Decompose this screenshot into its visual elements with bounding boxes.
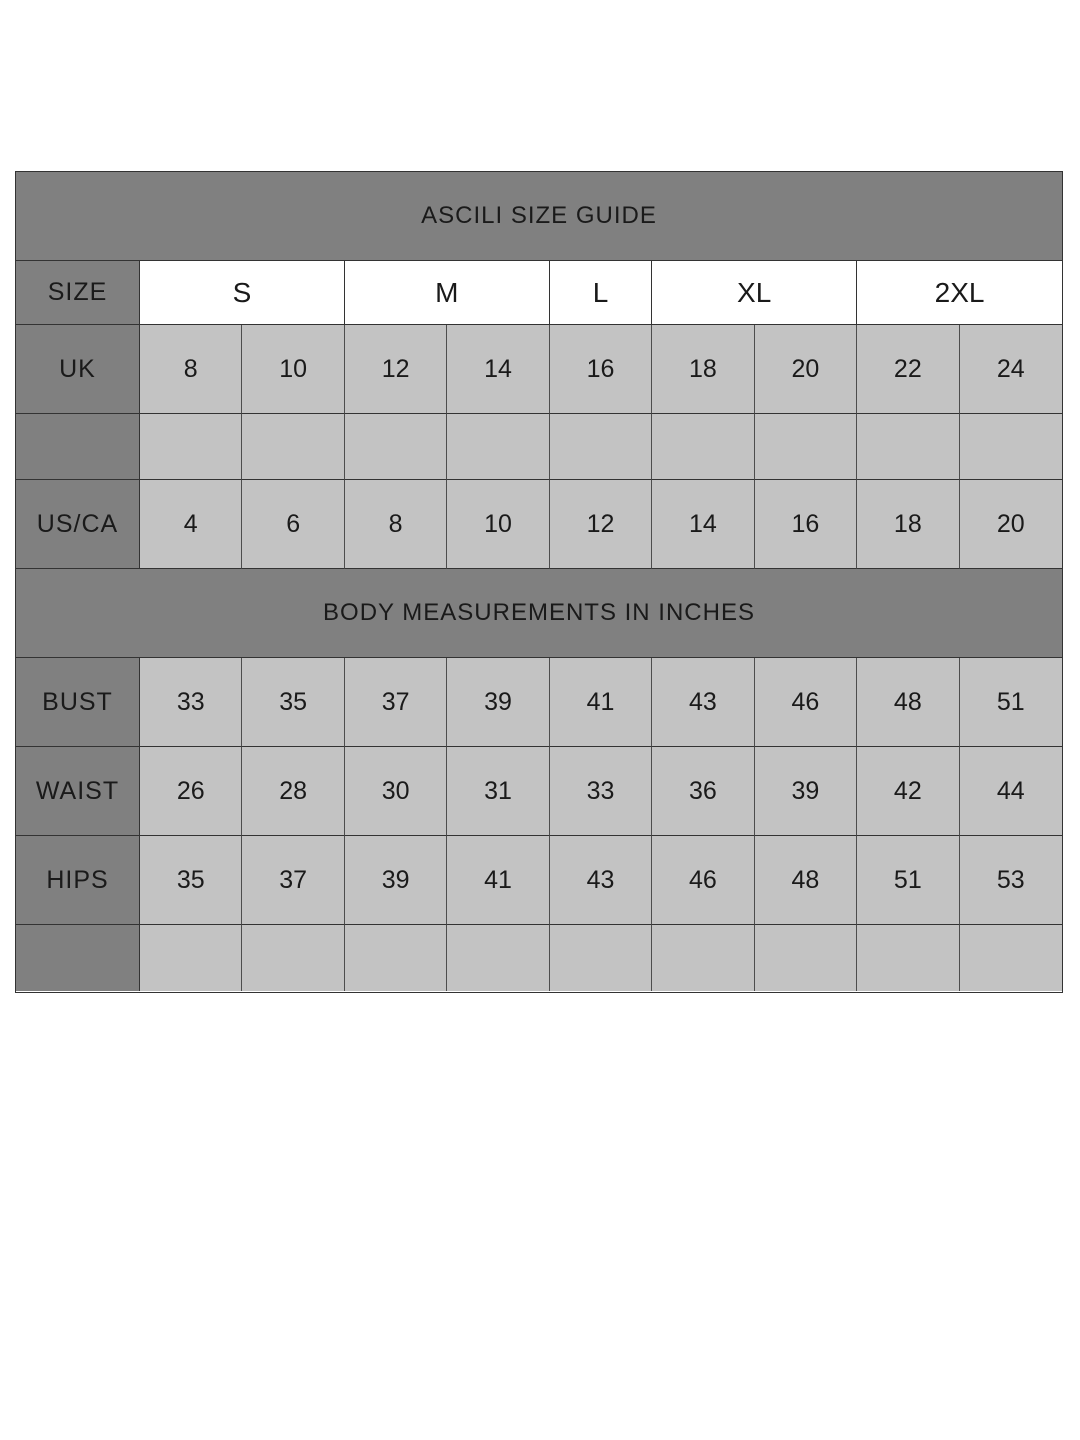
table-cell: 39	[345, 836, 447, 925]
table-cell: 51	[857, 836, 959, 925]
table-cell	[755, 925, 857, 991]
table-cell	[652, 925, 754, 991]
table-cell: 28	[242, 747, 344, 836]
table-cell: 24	[960, 325, 1062, 414]
size-row-label: SIZE	[16, 261, 140, 325]
table-cell: 4	[140, 480, 242, 569]
row-label-blank	[16, 414, 140, 480]
table-cell	[857, 414, 959, 480]
row-label-waist: WAIST	[16, 747, 140, 836]
size-guide-table	[15, 171, 1063, 993]
table-cell	[447, 414, 549, 480]
table-cell: 30	[345, 747, 447, 836]
table-cell: 39	[447, 658, 549, 747]
table-cell	[960, 925, 1062, 991]
row-label-us-ca: US/CA	[16, 480, 140, 569]
table-cell	[755, 414, 857, 480]
table-cell: 51	[960, 658, 1062, 747]
table-cell: 26	[140, 747, 242, 836]
size-header-xl: XL	[652, 261, 857, 325]
table-cell: 46	[652, 836, 754, 925]
table-cell: 39	[755, 747, 857, 836]
table-cell: 8	[345, 480, 447, 569]
size-header-s: S	[140, 261, 345, 325]
table-cell: 36	[652, 747, 754, 836]
table-cell: 10	[447, 480, 549, 569]
table-cell: 18	[652, 325, 754, 414]
table-cell: 37	[242, 836, 344, 925]
table-cell: 6	[242, 480, 344, 569]
size-header-m: M	[345, 261, 550, 325]
table-cell	[550, 925, 652, 991]
table-cell	[857, 925, 959, 991]
table-cell: 31	[447, 747, 549, 836]
table-cell: 35	[242, 658, 344, 747]
table-cell	[140, 414, 242, 480]
measurements-title: BODY MEASUREMENTS IN INCHES	[16, 569, 1062, 658]
table-cell: 12	[550, 480, 652, 569]
table-cell: 20	[755, 325, 857, 414]
table-cell	[345, 414, 447, 480]
table-cell: 44	[960, 747, 1062, 836]
row-label-hips: HIPS	[16, 836, 140, 925]
table-cell	[447, 925, 549, 991]
table-cell	[140, 925, 242, 991]
table-cell: 37	[345, 658, 447, 747]
table-cell: 53	[960, 836, 1062, 925]
table-cell: 10	[242, 325, 344, 414]
table-cell: 46	[755, 658, 857, 747]
table-cell: 8	[140, 325, 242, 414]
table-cell: 33	[140, 658, 242, 747]
table-cell	[550, 414, 652, 480]
table-cell	[960, 414, 1062, 480]
table-cell: 16	[550, 325, 652, 414]
table-cell: 43	[652, 658, 754, 747]
table-cell: 12	[345, 325, 447, 414]
table-cell: 22	[857, 325, 959, 414]
table-cell: 20	[960, 480, 1062, 569]
row-label-bust: BUST	[16, 658, 140, 747]
table-cell: 43	[550, 836, 652, 925]
table-cell	[652, 414, 754, 480]
table-cell: 41	[447, 836, 549, 925]
table-cell: 42	[857, 747, 959, 836]
table-cell: 18	[857, 480, 959, 569]
row-label-blank	[16, 925, 140, 991]
table-cell: 41	[550, 658, 652, 747]
table-cell	[242, 414, 344, 480]
table-cell: 35	[140, 836, 242, 925]
table-cell: 14	[447, 325, 549, 414]
table-cell: 48	[857, 658, 959, 747]
size-header-l: L	[550, 261, 652, 325]
table-cell: 48	[755, 836, 857, 925]
table-cell: 14	[652, 480, 754, 569]
table-title: ASCILI SIZE GUIDE	[16, 172, 1062, 261]
table-cell: 33	[550, 747, 652, 836]
row-label-uk: UK	[16, 325, 140, 414]
table-cell: 16	[755, 480, 857, 569]
table-cell	[345, 925, 447, 991]
table-cell	[242, 925, 344, 991]
size-header-2xl: 2XL	[857, 261, 1062, 325]
